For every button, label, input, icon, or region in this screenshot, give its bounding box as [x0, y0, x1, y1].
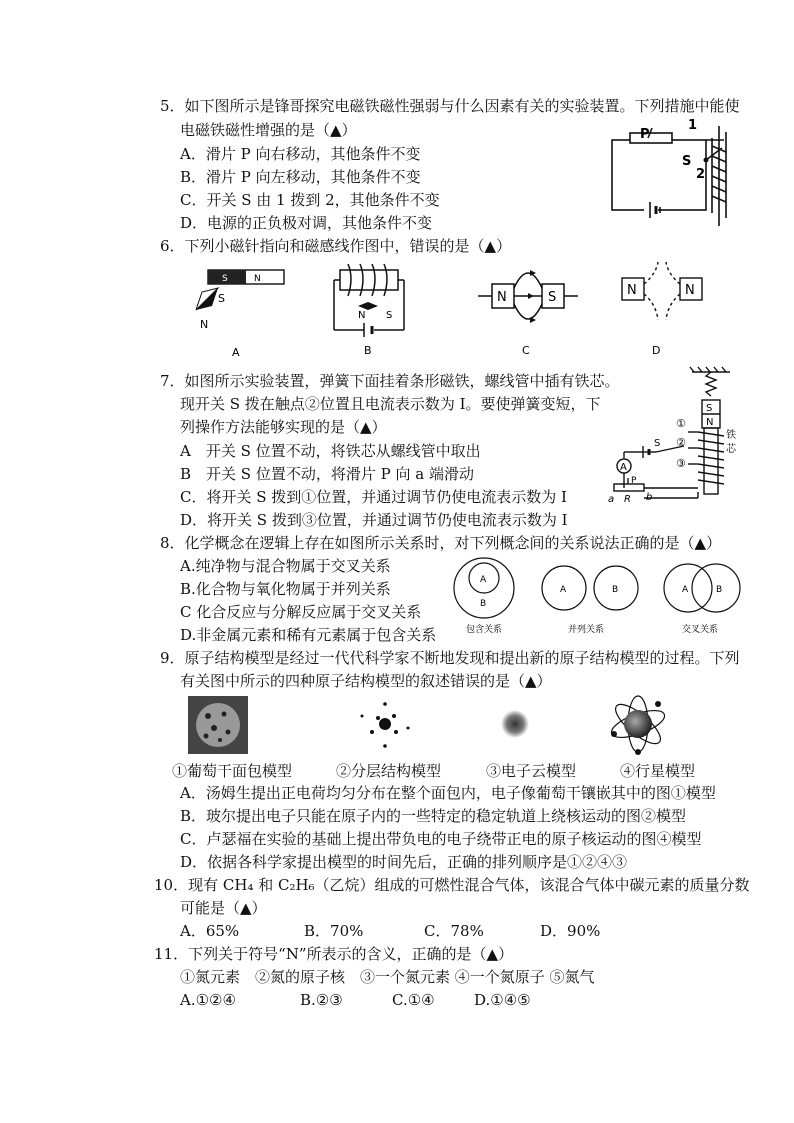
q7-fig-p: P: [631, 476, 637, 486]
q5-fig-p-label: P: [640, 127, 650, 142]
q11-option-a: A.①②④: [180, 991, 236, 1009]
q5-fig-1-label: 1: [688, 118, 698, 133]
q9-caption-4: ④行星模型: [620, 762, 696, 780]
q5-fig-s-label: S: [682, 154, 692, 169]
q5-electromagnet-figure: [604, 118, 744, 228]
q5-option-b: B．滑片 P 向左移动，其他条件不变: [180, 168, 421, 186]
q8-cross-b: B: [716, 585, 723, 595]
q8-option-d: D.非金属元素和稀有元素属于包含关系: [180, 626, 437, 644]
q9-caption-2: ②分层结构模型: [336, 762, 442, 780]
q6a-needle-s: S: [218, 292, 225, 305]
q6a-bar-n: N: [254, 274, 261, 284]
q8-inc-a: A: [480, 575, 487, 585]
q7-stem-line3: 列操作方法能够实现的是（▲）: [180, 418, 387, 436]
q6-figure-a: [188, 262, 298, 357]
q6d-n1: N: [627, 283, 637, 298]
q10-option-c: C．78%: [424, 922, 484, 940]
q6-figure-d: [616, 258, 716, 358]
q8-inc-b: B: [480, 599, 487, 609]
q7-fig-ammeter: A: [620, 462, 627, 473]
q7-fig-contact2: ②: [676, 436, 686, 449]
q6c-label: C: [522, 344, 530, 357]
q6-figure-b: [334, 258, 414, 358]
q5-option-a: A．滑片 P 向右移动，其他条件不变: [180, 145, 421, 163]
q10-option-a: A．65%: [180, 922, 240, 940]
q5-stem-line1: 5．如下图所示是锋哥探究电磁铁磁性强弱与什么因素有关的实验装置。下列措施中能使: [160, 97, 740, 115]
q8-relation-figure: [452, 556, 752, 636]
q7-fig-contact3: ③: [676, 457, 686, 470]
q8-option-c: C 化合反应与分解反应属于交叉关系: [180, 603, 422, 621]
q11-option-c: C.①④: [392, 991, 435, 1009]
q7-fig-core2: 芯: [726, 444, 736, 455]
q10-option-d: D．90%: [540, 922, 601, 940]
q6d-label: D: [652, 344, 661, 357]
q8-stem: 8．化学概念在逻辑上存在如图所示关系时，对下列概念间的关系说法正确的是（▲）: [160, 534, 722, 552]
q7-fig-core1: 铁: [726, 430, 736, 441]
q7-fig-contact1: ①: [676, 417, 686, 430]
q7-option-c: C．将开关 S 拨到①位置，并通过调节仍使电流表示数为 I: [180, 488, 567, 506]
q7-stem-line2: 现开关 S 拨在触点②位置且电流表示数为 I。要使弹簧变短，下: [180, 395, 601, 413]
q7-fig-switch-s: S: [654, 438, 661, 449]
q5-option-c: C．开关 S 由 1 拨到 2，其他条件不变: [180, 191, 440, 209]
q10-stem-line1: 10．现有 CH₄ 和 C₂H₆（乙烷）组成的可燃性混合气体，该混合气体中碳元素的质量分数: [154, 876, 750, 894]
q7-fig-r: R: [624, 494, 631, 505]
q7-fig-a: a: [608, 494, 615, 505]
q8-option-b: B.化合物与氧化物属于并列关系: [180, 580, 391, 598]
q5-stem-line2: 电磁铁磁性增强的是（▲）: [180, 121, 357, 139]
q6b-label: B: [364, 344, 372, 357]
q9-stem-line1: 9．原子结构模型是经过一代代科学家不断地发现和提出新的原子结构模型的过程。下列: [160, 649, 740, 667]
q9-caption-1: ①葡萄干面包模型: [172, 762, 293, 780]
q9-option-a: A．汤姆生提出正电荷均匀分布在整个面包内，电子像葡萄干镶嵌其中的图①模型: [180, 784, 716, 802]
q7-stem-line1: 7．如图所示实验装置，弹簧下面挂着条形磁铁，螺线管中插有铁芯。: [160, 372, 620, 390]
q7-fig-mag-s: S: [706, 403, 713, 414]
q6a-bar-s: S: [222, 274, 228, 284]
q11-option-d: D.①④⑤: [474, 991, 531, 1009]
q9-option-d: D．依据各科学家提出模型的时间先后，正确的排列顺序是①②④③: [180, 853, 628, 871]
q6c-n: N: [497, 290, 507, 305]
q8-par-b: B: [612, 585, 619, 595]
q6b-s: S: [386, 310, 393, 321]
q11-stem: 11．下列关于符号“N”所表示的含义，正确的是（▲）: [154, 945, 514, 963]
q9-atom-models-figure: [180, 694, 700, 758]
q8-inc-label: 包含关系: [466, 625, 503, 635]
q8-par-label: 并列关系: [568, 625, 605, 635]
q7-option-d: D．将开关 S 拨到③位置，并通过调节仍使电流表示数为 I: [180, 511, 568, 529]
q6-figure-c: [478, 264, 588, 359]
q8-cross-label: 交叉关系: [682, 625, 719, 635]
q9-option-b: B．玻尔提出电子只能在原子内的一些特定的稳定轨道上绕核运动的图②模型: [180, 807, 687, 825]
q7-fig-mag-n: N: [706, 417, 714, 428]
q5-fig-2-label: 2: [696, 167, 706, 182]
q7-option-a: A 开关 S 位置不动，将铁芯从螺线管中取出: [180, 442, 481, 460]
q6a-label: A: [232, 346, 240, 359]
q6d-n2: N: [685, 283, 695, 298]
q8-par-a: A: [560, 585, 567, 595]
q9-stem-line2: 有关图中所示的四种原子结构模型的叙述错误的是（▲）: [180, 672, 552, 690]
q9-option-c: C．卢瑟福在实验的基础上提出带负电的电子绕带正电的原子核运动的图④模型: [180, 830, 702, 848]
q7-solenoid-figure: [604, 366, 744, 506]
q5-option-d: D．电源的正负极对调，其他条件不变: [180, 214, 433, 232]
q8-option-a: A.纯净物与混合物属于交叉关系: [180, 557, 391, 575]
q7-fig-b: b: [646, 492, 653, 503]
q10-option-b: B．70%: [304, 922, 364, 940]
q6-stem: 6．下列小磁针指向和磁感线作图中，错误的是（▲）: [160, 237, 512, 255]
q10-stem-line2: 可能是（▲）: [180, 899, 267, 917]
q6a-needle-n: N: [200, 318, 209, 331]
q8-cross-a: A: [682, 585, 689, 595]
q11-items: ①氮元素 ②氮的原子核 ③一个氮元素 ④一个氮原子 ⑤氮气: [180, 968, 595, 986]
q9-caption-3: ③电子云模型: [486, 762, 577, 780]
q7-option-b: B 开关 S 位置不动，将滑片 P 向 a 端滑动: [180, 465, 474, 483]
q6c-s: S: [548, 290, 557, 305]
q11-option-b: B.②③: [300, 991, 343, 1009]
q6b-n: N: [358, 310, 366, 321]
